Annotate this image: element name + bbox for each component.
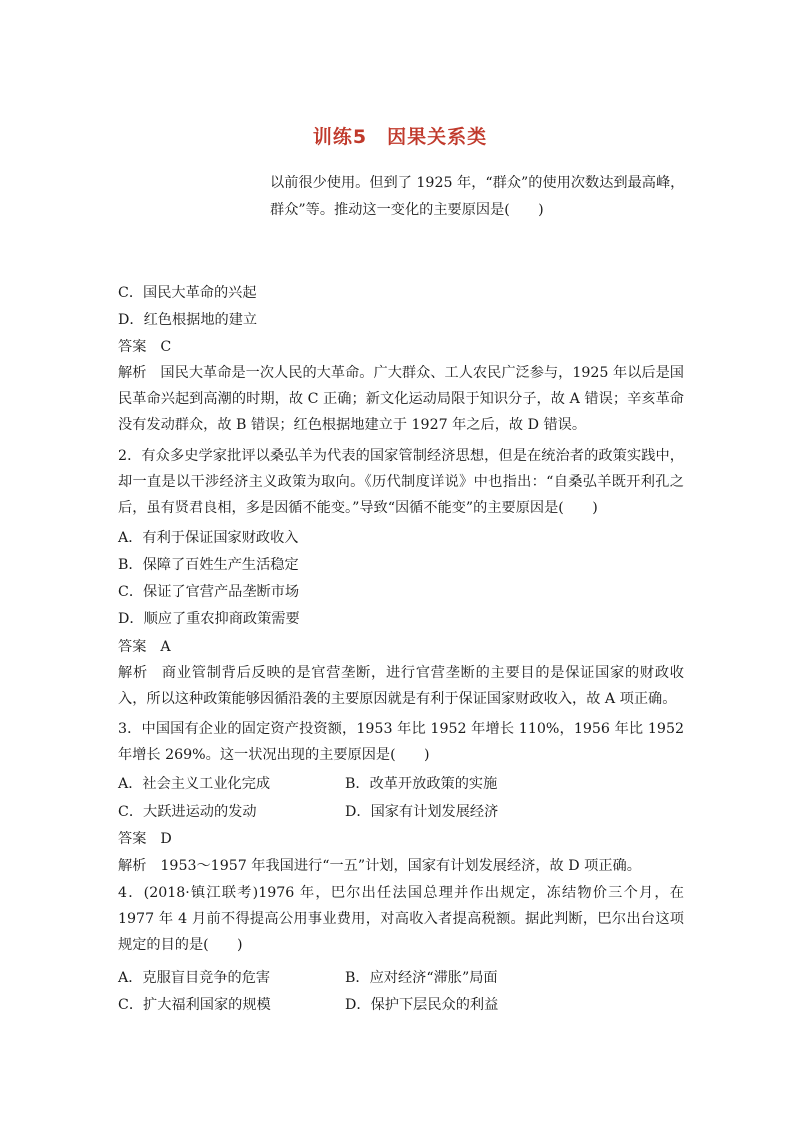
q4-option-d: D．保护下层民众的利益 (345, 997, 499, 1013)
q3-option-c: C．大跃进运动的发动 (118, 804, 257, 820)
q2-stem: 2．有众多史学家批评以桑弘羊为代表的国家管制经济思想，但是在统治者的政策实践中，却一直是以干涉经济主义政策为取向。《历代制度详说》中也指出：“自桑弘羊既开利孔之后，虽有贤君良相，多是因循不能变。”导致“因循不能变”的主要原因是( ) (118, 448, 684, 516)
q1-stem-line1: 以前很少使用。但到了 1925 年，“群众”的使用次数达到最高峰， (270, 175, 685, 191)
analysis-text: 商业管制背后反映的是官营垄断，进行官营垄断的主要目的是保证国家的财政收入，所以这种政策能够因循沿袭的主要原因就是有利于保证国家财政收入，故 A 项正确。 (118, 665, 684, 707)
q4-option-b: B．应对经济“滞胀”局面 (345, 970, 498, 986)
analysis-label: 解析 (118, 858, 147, 874)
q3-option-a: A．社会主义工业化完成 (118, 776, 271, 792)
q3-option-d: D．国家有计划发展经济 (345, 804, 499, 820)
q1-stem-line2: 群众”等。推动这一变化的主要原因是( ) (270, 202, 544, 218)
q2-option-a: A．有利于保证国家财政收入 (118, 530, 299, 546)
q3-analysis (118, 856, 641, 876)
q2-option-d: D．顺应了重农抑商政策需要 (118, 611, 300, 627)
q2-option-b: B．保障了百姓生产生活稳定 (118, 557, 299, 573)
answer-label: 答案 (118, 639, 147, 655)
answer-value: D (160, 831, 172, 847)
q1-answer (118, 337, 171, 357)
analysis-label: 解析 (118, 365, 147, 381)
q2-answer (118, 637, 171, 657)
answer-label: 答案 (118, 339, 147, 355)
analysis-text: 国民大革命是一次人民的大革命。广大群众、工人农民广泛参与，1925 年以后是国民革命兴起到高潮的时期，故 C 正确；新文化运动局限于知识分子，故 A 错误；辛亥革命没有发动群众，故 B 错误；红色根据地建立于 1927 年之后，故 D 错误。 (118, 365, 684, 433)
q2-option-c: C．保证了官营产品垄断市场 (118, 584, 300, 600)
answer-value: C (160, 339, 172, 355)
answer-value: A (160, 639, 171, 655)
analysis-label: 解析 (118, 665, 148, 681)
q4-option-c: C．扩大福利国家的规模 (118, 997, 271, 1013)
q2-analysis (118, 660, 684, 712)
q1-option-d: D．红色根据地的建立 (118, 312, 258, 328)
analysis-text: 1953～1957 年我国进行“一五”计划，国家有计划发展经济，故 D 项正确。 (160, 858, 641, 874)
q4-option-a: A．克服盲目竞争的危害 (118, 970, 271, 986)
q4-stem: 4．(2018·镇江联考)1976 年，巴尔出任法国总理并作出规定，冻结物价三个月，在 1977 年 4 月前不得提高公用事业费用，对高收入者提高税额。据此判断，巴尔出台这项规定的目的是( ) (118, 885, 684, 953)
q3-stem: 3．中国国有企业的固定资产投资额，1953 年比 1952 年增长 110%，1956 年比 1952 年增长 269%。这一状况出现的主要原因是( ) (118, 721, 684, 763)
q3-answer (118, 829, 172, 849)
q3-option-b: B．改革开放政策的实施 (345, 776, 498, 792)
answer-label: 答案 (118, 831, 147, 847)
page-title: 训练5 因果关系类 (312, 126, 488, 148)
q1-analysis (118, 360, 684, 438)
q1-option-c: C．国民大革命的兴起 (118, 285, 257, 301)
